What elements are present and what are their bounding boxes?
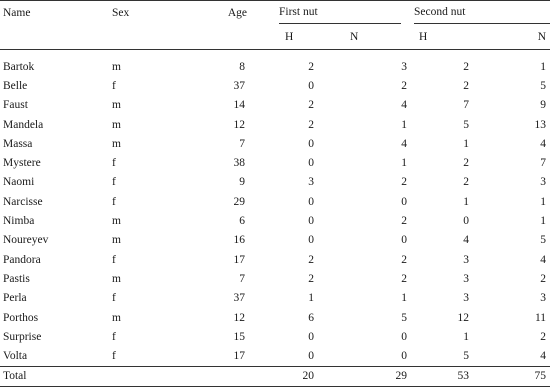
cell-second-n: 9	[540, 99, 547, 112]
cell-first-n: 2	[401, 253, 408, 266]
table-row	[0, 231, 550, 250]
cell-sex: m	[112, 137, 121, 150]
cell-second-h: 12	[457, 311, 470, 324]
cell-second-h: 3	[463, 272, 470, 285]
cell-second-h: 5	[463, 118, 470, 131]
cell-spacer	[247, 231, 285, 250]
cell-first-h: 2	[308, 60, 314, 73]
cell-name: Mandela	[3, 118, 44, 131]
cell-age: 15	[233, 330, 245, 343]
cell-second-h: 7	[463, 99, 470, 112]
cell-name: Bartok	[3, 60, 35, 73]
cell-sex: m	[112, 215, 121, 228]
cell-second-n: 1	[540, 60, 547, 73]
cell-first-h: 1	[308, 292, 314, 305]
cell-second-n: 1	[540, 215, 547, 228]
cell-second-n: 4	[540, 350, 547, 363]
header-second-n: N	[537, 31, 547, 43]
cell-second-n: 4	[540, 137, 547, 150]
cell-second-n: 2	[540, 330, 547, 343]
cell-age: 14	[233, 99, 245, 112]
cell-name: Surprise	[3, 330, 42, 343]
cell-sex: f	[112, 330, 116, 343]
cell-first-n: 5	[401, 311, 408, 324]
header-second-h: H	[419, 31, 428, 43]
cell-first-n: 0	[401, 350, 408, 363]
table-row	[0, 250, 550, 269]
cell-second-h: 4	[463, 234, 470, 247]
table-row	[0, 134, 550, 153]
cell-second-n: 5	[540, 234, 547, 247]
cell-second-h: 1	[463, 195, 470, 208]
table-row	[0, 269, 550, 288]
cell-age: 7	[239, 272, 245, 285]
table-row	[0, 96, 550, 115]
cell-spacer	[247, 96, 285, 115]
cell-name: Faust	[3, 99, 28, 112]
cell-name: Belle	[3, 79, 28, 92]
header-row-2	[0, 25, 550, 50]
cell-age: 12	[233, 311, 245, 324]
cell-first-n: 0	[401, 234, 408, 247]
cell-name: Perla	[3, 292, 27, 305]
cell-sex: f	[112, 176, 116, 189]
cell-spacer	[247, 308, 285, 327]
cell-first-n: 4	[401, 137, 408, 150]
header-sex: Sex	[112, 1, 200, 26]
cell-sex: f	[112, 292, 116, 305]
cell-first-h: 0	[308, 234, 314, 247]
cell-name: Volta	[3, 350, 28, 363]
total-label: Total	[0, 366, 112, 386]
cell-spacer	[247, 153, 285, 172]
cell-spacer	[247, 173, 285, 192]
cell-first-n: 3	[401, 60, 408, 73]
cell-first-h: 2	[308, 99, 314, 112]
cell-sex: f	[112, 157, 116, 170]
cell-second-h: 2	[463, 60, 470, 73]
cell-second-h: 3	[463, 253, 470, 266]
total-first-h: 20	[285, 366, 344, 386]
cell-age: 6	[239, 215, 245, 228]
table-row	[0, 192, 550, 211]
cell-sex: f	[112, 79, 116, 92]
cell-name: Mystere	[3, 157, 41, 170]
cell-first-n: 0	[401, 195, 408, 208]
cell-second-h: 0	[463, 215, 470, 228]
cell-second-n: 7	[540, 157, 547, 170]
cell-first-h: 0	[308, 79, 314, 92]
table-row	[0, 173, 550, 192]
cell-second-n: 13	[534, 118, 547, 131]
cell-sex: f	[112, 350, 116, 363]
cell-name: Naomi	[3, 176, 35, 189]
cell-second-n: 3	[540, 176, 547, 189]
cell-sex: m	[112, 60, 121, 73]
table-row	[0, 327, 550, 346]
cell-name: Narcisse	[3, 195, 43, 208]
cell-first-n: 2	[401, 215, 408, 228]
cell-first-h: 6	[308, 311, 314, 324]
cell-spacer	[247, 327, 285, 346]
cell-sex: f	[112, 195, 116, 208]
cell-first-h: 0	[308, 137, 314, 150]
header-first-h: H	[285, 31, 294, 43]
cell-age: 17	[233, 253, 245, 266]
cell-age: 37	[233, 292, 245, 305]
cell-second-n: 1	[540, 195, 547, 208]
cell-spacer	[247, 346, 285, 366]
cell-first-n: 2	[401, 79, 408, 92]
table-row	[0, 115, 550, 134]
table-row	[0, 153, 550, 172]
cell-age: 29	[233, 195, 245, 208]
header-second-nut	[414, 1, 550, 26]
table-row	[0, 289, 550, 308]
cell-name: Pastis	[3, 272, 30, 285]
cell-first-h: 2	[308, 118, 314, 131]
cell-spacer	[247, 250, 285, 269]
table-body	[0, 57, 550, 366]
cell-first-n: 2	[401, 176, 408, 189]
table-row	[0, 76, 550, 95]
total-second-n: 75	[496, 366, 550, 386]
cell-first-n: 1	[401, 118, 408, 131]
cell-age: 16	[233, 234, 245, 247]
header-name: Name	[0, 1, 112, 26]
cell-spacer	[247, 211, 285, 230]
cell-first-n: 4	[401, 99, 408, 112]
cell-first-h: 3	[308, 176, 314, 189]
cell-age: 17	[233, 350, 245, 363]
cell-second-h: 1	[463, 137, 470, 150]
cell-second-h: 1	[463, 330, 470, 343]
header-first-n: N	[350, 31, 359, 43]
table-row	[0, 308, 550, 327]
table-row	[0, 346, 550, 366]
cell-first-n: 1	[401, 157, 408, 170]
cell-second-h: 2	[463, 157, 470, 170]
cell-age: 7	[239, 137, 245, 150]
cell-second-n: 11	[534, 311, 547, 324]
cell-first-n: 0	[401, 330, 408, 343]
total-second-h: 53	[419, 366, 496, 386]
cell-age: 38	[233, 157, 245, 170]
cell-spacer	[247, 134, 285, 153]
header-first-nut-label: First nut	[279, 5, 318, 18]
cell-sex: m	[112, 311, 121, 324]
header-first-nut	[279, 1, 419, 26]
cell-second-n: 5	[540, 79, 547, 92]
cell-sex: m	[112, 234, 121, 247]
header-row-1	[0, 1, 550, 26]
cell-second-n: 2	[540, 272, 547, 285]
cell-sex: m	[112, 99, 121, 112]
cell-name: Nimba	[3, 215, 35, 228]
cell-second-h: 5	[463, 350, 470, 363]
cell-age: 9	[239, 176, 245, 189]
header-second-nut-label: Second nut	[414, 5, 466, 18]
cell-sex: m	[112, 118, 121, 131]
total-first-n: 29	[344, 366, 419, 386]
cell-first-n: 2	[401, 272, 408, 285]
total-row	[0, 366, 550, 386]
cell-age: 37	[233, 79, 245, 92]
cell-second-h: 3	[463, 292, 470, 305]
cell-first-h: 0	[308, 215, 314, 228]
cell-spacer	[247, 269, 285, 288]
cell-second-n: 3	[540, 292, 547, 305]
header-age: Age	[200, 1, 247, 26]
cell-spacer	[247, 289, 285, 308]
cell-spacer	[247, 57, 285, 76]
cell-spacer	[247, 115, 285, 134]
cell-first-h: 2	[308, 253, 314, 266]
cell-first-h: 0	[308, 157, 314, 170]
table-row	[0, 57, 550, 76]
cell-name: Porthos	[3, 311, 39, 324]
cell-first-h: 0	[308, 350, 314, 363]
cell-name: Noureyev	[3, 234, 49, 247]
cell-spacer	[247, 192, 285, 211]
cell-second-n: 4	[540, 253, 547, 266]
cell-sex: f	[112, 253, 116, 266]
cell-spacer	[247, 76, 285, 95]
cell-name: Pandora	[3, 253, 41, 266]
cell-age: 8	[239, 60, 245, 73]
cell-first-n: 1	[401, 292, 408, 305]
cell-first-h: 0	[308, 330, 314, 343]
cell-first-h: 0	[308, 195, 314, 208]
cell-second-h: 2	[463, 79, 470, 92]
table-row	[0, 211, 550, 230]
cell-first-h: 2	[308, 272, 314, 285]
cell-sex: m	[112, 272, 121, 285]
cell-age: 12	[233, 118, 245, 131]
cell-name: Massa	[3, 137, 33, 150]
cell-second-h: 2	[463, 176, 470, 189]
